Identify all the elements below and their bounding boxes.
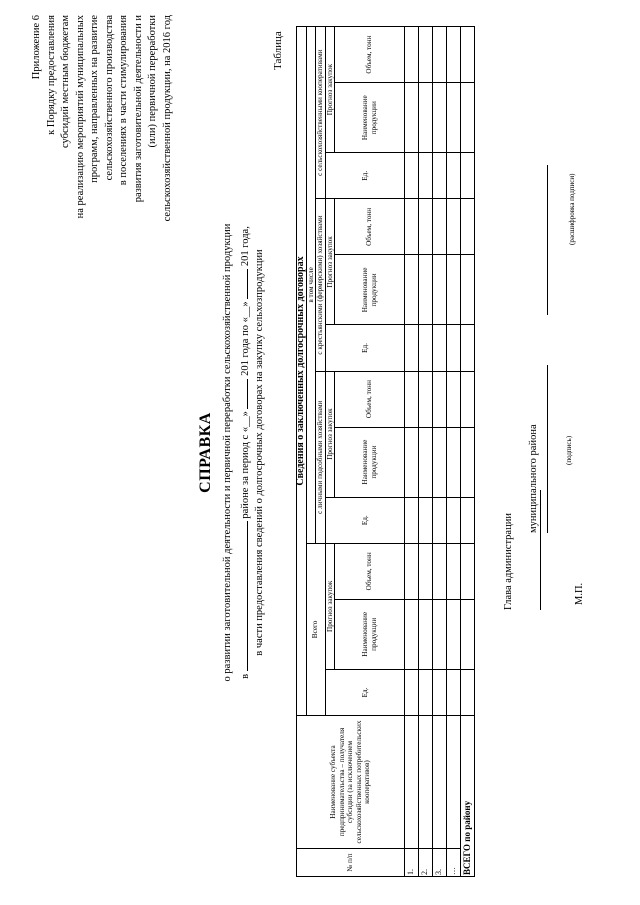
- col-header-product-name: Наименование продукции: [335, 599, 405, 669]
- appendix-header: [30, 15, 175, 265]
- col-header-product-name: Наименование продукции: [335, 255, 405, 325]
- month-blank-2: [238, 269, 248, 299]
- col-header-ed: Ед.: [325, 669, 405, 715]
- decode-blank: [547, 165, 548, 315]
- appendix-line: (или) первичной переработки: [147, 15, 158, 148]
- col-header-forecast: Прогноз закупок: [325, 371, 335, 497]
- row-number: 2.: [419, 849, 433, 877]
- table-total-row: [461, 27, 475, 877]
- col-header-volume: Объем, тонн: [335, 371, 405, 427]
- subtitle-line-1: о развитии заготовительной деятельности и первичной переработки сельскохозяйственной продукции: [222, 223, 233, 682]
- row-number: 1.: [405, 849, 419, 877]
- appendix-line: развития заготовительной деятельности и: [132, 15, 144, 203]
- appendix-line: сельскохозяйственного производства: [103, 15, 115, 181]
- col-header-forecast: Прогноз закупок: [325, 199, 335, 325]
- col-header-volume: Объем, тонн: [335, 27, 405, 83]
- table-row: [447, 27, 461, 877]
- subtitle-line-3: в части предоставления сведений о долгосрочных договорах на закупку сельхозпродукции: [254, 249, 265, 656]
- subtitle-year-1: 201 года по «__»: [240, 301, 251, 376]
- col-header-ed: Ед.: [325, 325, 405, 371]
- table-row: [419, 27, 433, 877]
- contracts-table: [296, 26, 475, 877]
- col-header-ed: Ед.: [325, 153, 405, 199]
- col-header-group: Сведения о заключенных долгосрочных договорах: [297, 27, 307, 716]
- signature-blank: [547, 365, 548, 533]
- col-header-product-name: Наименование продукции: [335, 83, 405, 153]
- col-header-num: № п/п: [297, 849, 405, 877]
- table-row: [405, 27, 419, 877]
- appendix-line: сельскохозяйственной продукции, на 2016 год: [161, 15, 173, 222]
- total-row-label: ВСЕГО по району: [461, 716, 475, 877]
- row-number: 3.: [433, 849, 447, 877]
- col-header-forecast: Прогноз закупок: [325, 543, 335, 669]
- col-header-volume: Объем, тонн: [335, 543, 405, 599]
- col-header-forecast: Прогноз закупок: [325, 27, 335, 153]
- document-title: СПРАВКА: [197, 412, 214, 493]
- col-header-in-that-number: в том числе: [306, 27, 316, 544]
- decode-caption: (расшифровка подписи): [568, 173, 576, 245]
- col-header-personal-farms: с личными подсобными хозяйствами: [316, 371, 326, 543]
- col-header-name: Наименование субъекта предпринимательства – получателя субсидии (за исключением сельскохозяйственных потребительских кооперативов): [297, 716, 405, 849]
- appendix-line: программ, направленных на развитие: [89, 15, 100, 183]
- row-number: …: [447, 849, 461, 877]
- district-name-blank: [540, 490, 541, 610]
- signature-caption: (подпись): [565, 435, 573, 465]
- col-header-cooperatives: с сельскохозяйственными кооперативами: [316, 27, 326, 199]
- col-header-product-name: Наименование продукции: [335, 427, 405, 497]
- signature-district-label: муниципального района: [528, 424, 539, 533]
- appendix-line: в поселениях в части стимулирования: [118, 15, 129, 186]
- appendix-line: на реализацию мероприятий муниципальных: [74, 15, 86, 219]
- table-row: [433, 27, 447, 877]
- subtitle-prefix: в: [240, 673, 251, 679]
- subtitle-line-2: [238, 0, 251, 905]
- appendix-line: к Порядку предоставления: [45, 15, 57, 135]
- appendix-line: субсидий местным бюджетам: [60, 15, 71, 149]
- col-header-volume: Объем, тонн: [335, 199, 405, 255]
- signature-head-label: Глава администрации: [503, 513, 514, 610]
- col-header-ed: Ед.: [325, 497, 405, 543]
- month-blank-1: [238, 379, 248, 409]
- col-header-peasant-farms: с крестьянскими (фермерскими) хозяйствами: [316, 199, 326, 371]
- district-blank: [238, 521, 248, 671]
- stamp-label: М.П.: [574, 582, 585, 605]
- subtitle-period: районе за период с «__»: [240, 411, 251, 519]
- table-label: Таблица: [272, 31, 284, 70]
- subtitle-year-2: 201 года,: [240, 226, 251, 267]
- col-header-total: Всего: [306, 543, 325, 715]
- appendix-line: Приложение 6: [31, 15, 42, 80]
